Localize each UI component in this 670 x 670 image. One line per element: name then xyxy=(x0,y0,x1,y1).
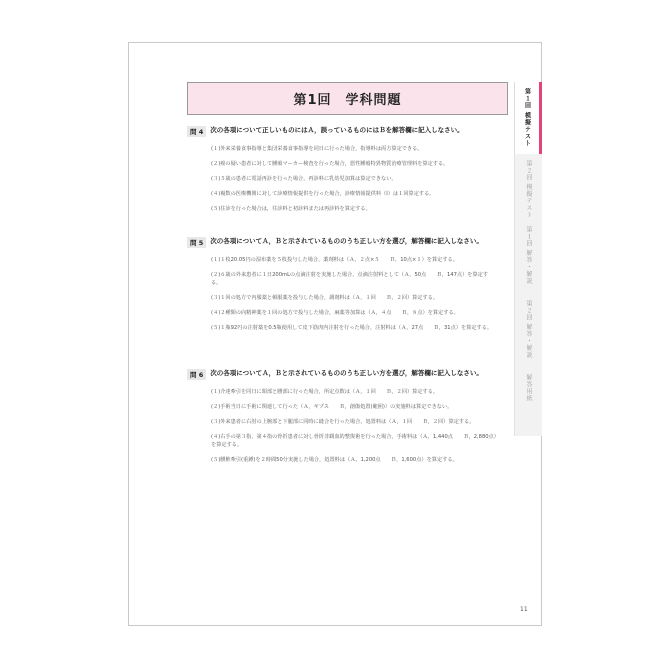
question-item: (１)１枚20.05円の湿布薬を５枚投与した場合，薬剤料は（Ａ，２点×５ Ｂ，10点×１）を算定する。 xyxy=(211,257,458,263)
question-item: (２)手術当日に手術に関連して行った（Ａ，ギプス Ｂ，創傷処置(範囲)）の実施料は算定できない。 xyxy=(211,404,453,410)
page-title: 第1回 学科問題 xyxy=(293,93,402,108)
question-text: 次の各項についてＡ，Ｂと示されているもののうち正しい方を選び，解答欄に記入しなさい。 xyxy=(210,237,483,245)
side-tab-label: 第１回 解答・解説 xyxy=(525,226,532,285)
question-item: (４)複数の医療機関に対して診療情報提供を行った場合，診療情報提供料（Ⅰ）は１回算定する。 xyxy=(211,191,435,197)
page-number: 11 xyxy=(520,606,528,613)
question-item: (５)往診を行った場合は，往診料と初診料または再診料を算定する。 xyxy=(211,206,371,212)
question-item: (３)外来患者に右肘の上腕部と下腿部に同時に縫合を行った場合，処置料は（Ａ，１回 Ｂ，２回）算定する。 xyxy=(211,419,475,425)
question-number: 問 6 xyxy=(187,369,206,380)
question-item: (５)腰椎牽引(重錘)を２時間50分実施した場合，処置料は（Ａ，1,200点 Ｂ，1,600点）を算定する。 xyxy=(211,457,458,463)
page-title-box xyxy=(187,82,508,115)
question-block xyxy=(187,126,517,220)
question-item: (３)５歳の患者に電話再診を行った場合，再診料に乳幼児加算は算定できない。 xyxy=(211,176,397,182)
question-text: 次の各項について正しいものにはＡ，誤っているものにはＢを解答欄に記入しなさい。 xyxy=(210,126,464,134)
side-tab-mock-test-1[interactable] xyxy=(514,82,542,154)
question-number: 問 5 xyxy=(187,237,206,248)
question-item: (３)１回の処方で内服薬と頓服薬を投与した場合，調剤料は（Ａ，１回 Ｂ，２回）算定する。 xyxy=(211,295,439,301)
side-tab-answer-sheet[interactable] xyxy=(514,368,542,436)
side-tab-label: 第１回 模擬テスト xyxy=(523,88,531,148)
side-tab-mock-test-2[interactable] xyxy=(514,154,542,220)
question-number: 問 4 xyxy=(187,126,206,137)
question-item: (２)癌の疑い患者に対して腫瘍マーカー検査を行った場合，悪性腫瘍特異物質治療管理料を算定する。 xyxy=(211,161,449,167)
side-tab-label: 第２回 解答・解説 xyxy=(525,300,532,359)
question-item: (２)６歳の外来患者に１日200mLの点滴注射を実施した場合，点滴注射料として（Ａ，50点 Ｂ，147点）を算定する。 xyxy=(211,272,489,286)
question-item: (４)右手の第３指，第４指の骨折患者に対し骨折非観血的整復術を行った場合，手術料は（Ａ，1,440点 Ｂ，2,880点）を算定する。 xyxy=(211,434,497,448)
side-tab-answers-2[interactable] xyxy=(514,294,542,368)
side-tab-label: 解答用紙 xyxy=(525,374,532,402)
side-tab-label: 第２回 模擬テスト xyxy=(525,160,532,219)
question-block xyxy=(187,237,517,339)
side-tab-answers-1[interactable] xyxy=(514,220,542,294)
question-item: (５)１瓶92円の注射薬を0.5瓶使用して皮下筋肉内注射を行った場合，注射料は（Ａ，27点 Ｂ，31点）を算定する。 xyxy=(211,325,493,331)
question-block xyxy=(187,369,517,471)
question-item: (１)介達牽引を同日に頸部と腰部に行った場合，所定点数は（Ａ，１回 Ｂ，２回）算定する。 xyxy=(211,389,439,395)
question-text: 次の各項についてＡ，Ｂと示されているもののうち正しい方を選び，解答欄に記入しなさい。 xyxy=(210,369,483,377)
question-item: (１)外来栄養食事指導と集団栄養食事指導を同日に行った場合，指導料は両方算定できる。 xyxy=(211,146,423,152)
question-item: (４)２種類の向精神薬を１回の処方で投与した場合，麻薬等加算は（Ａ，４点 Ｂ，８点）を算定する。 xyxy=(211,310,459,316)
